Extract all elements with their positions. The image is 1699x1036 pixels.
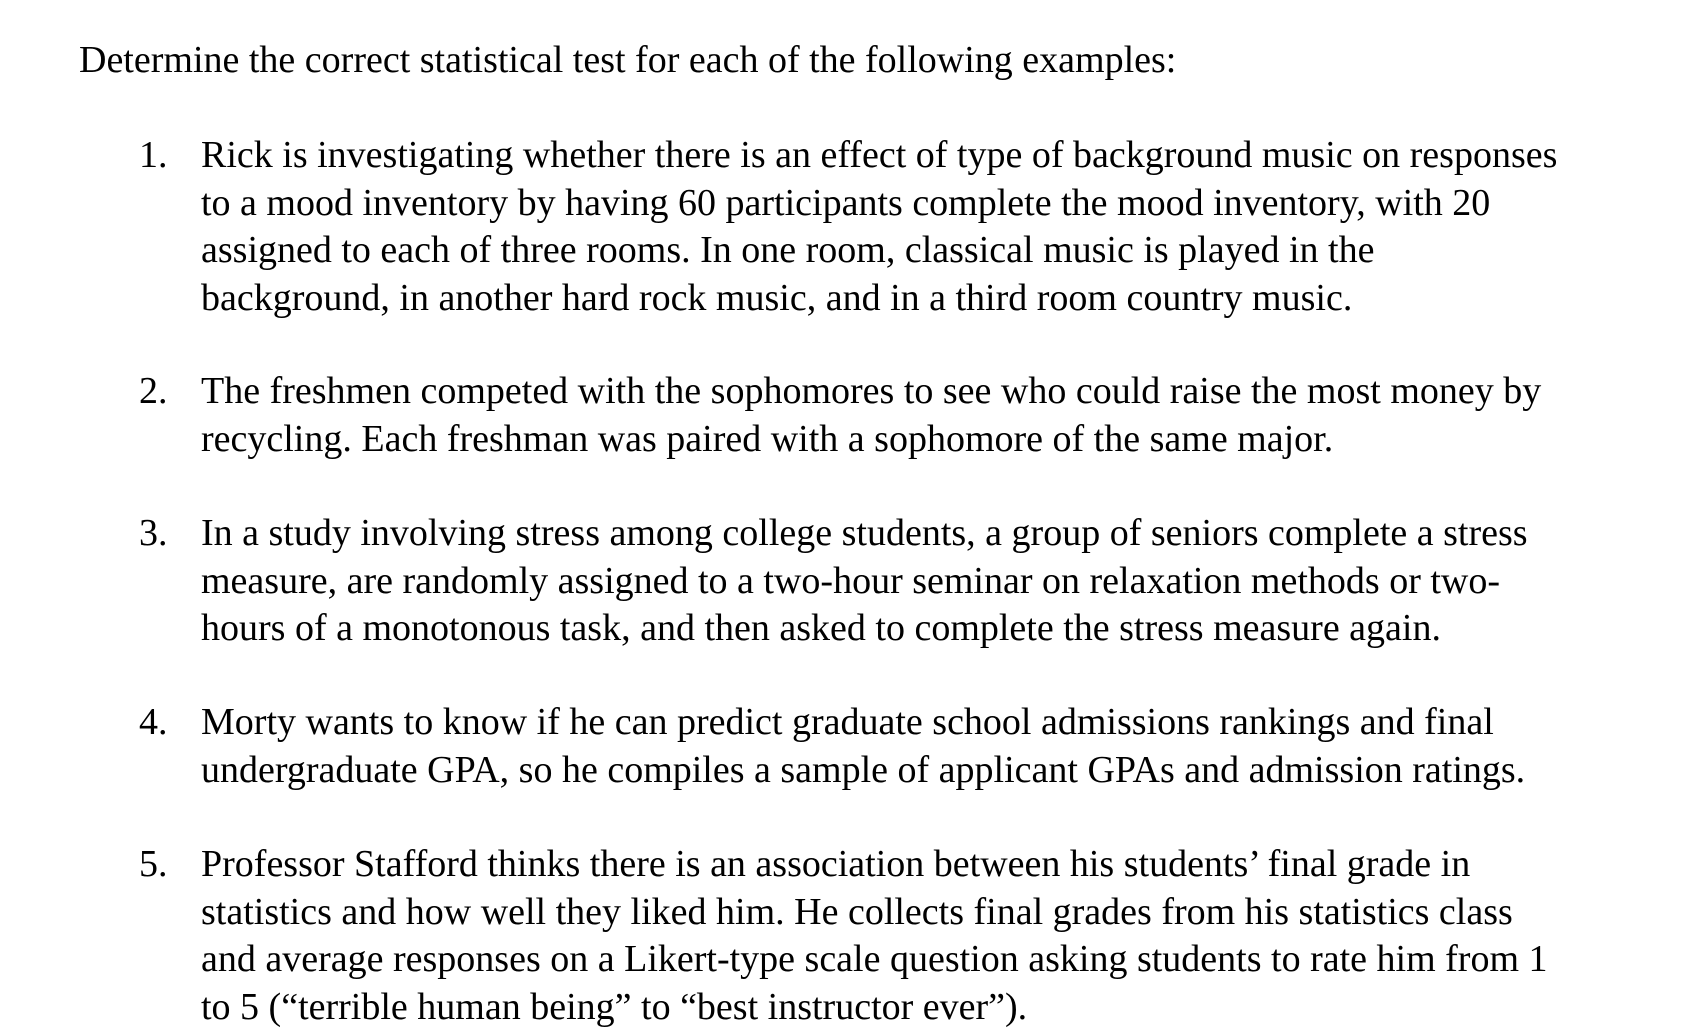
instructions-heading: Determine the correct statistical test for each of the following examples: — [79, 39, 1177, 81]
list-item-number: 4. — [139, 701, 168, 743]
list-item-2 — [139, 368, 1679, 463]
list-item-text: Rick is investigating whether there is an effect of type of background music on responses to a mood inventory by having 60 participants complete the mood inventory, with 20 assigned to each of three rooms. In one room, classical music is played in the background, in another hard rock music, and in a third room country music. — [201, 134, 1558, 319]
list-item-text: In a study involving stress among college students, a group of seniors complete a stress measure, are randomly assigned to a two-hour seminar on relaxation methods or two- hours of a monotonous task, and then asked to complete the stress measure again. — [201, 512, 1528, 649]
list-item-number: 1. — [139, 134, 168, 176]
list-item-number: 5. — [139, 843, 168, 885]
list-item-number: 2. — [139, 370, 168, 412]
list-item-1 — [139, 132, 1679, 322]
list-item-5 — [139, 841, 1679, 1031]
list-item-text: The freshmen competed with the sophomores to see who could raise the most money by recycling. Each freshman was paired with a sophomore of the same major. — [201, 370, 1542, 460]
list-item-text: Professor Stafford thinks there is an association between his students’ final grade in statistics and how well they liked him. He collects final grades from his statistics class and average responses on a Likert-type scale question asking students to rate him from 1 to 5 (“terrible human being” to “best instructor ever”). — [201, 843, 1548, 1028]
list-item-3 — [139, 510, 1679, 653]
list-item-4 — [139, 699, 1679, 794]
list-item-text: Morty wants to know if he can predict graduate school admissions rankings and final undergraduate GPA, so he compiles a sample of applicant GPAs and admission ratings. — [201, 701, 1526, 791]
list-item-number: 3. — [139, 512, 168, 554]
